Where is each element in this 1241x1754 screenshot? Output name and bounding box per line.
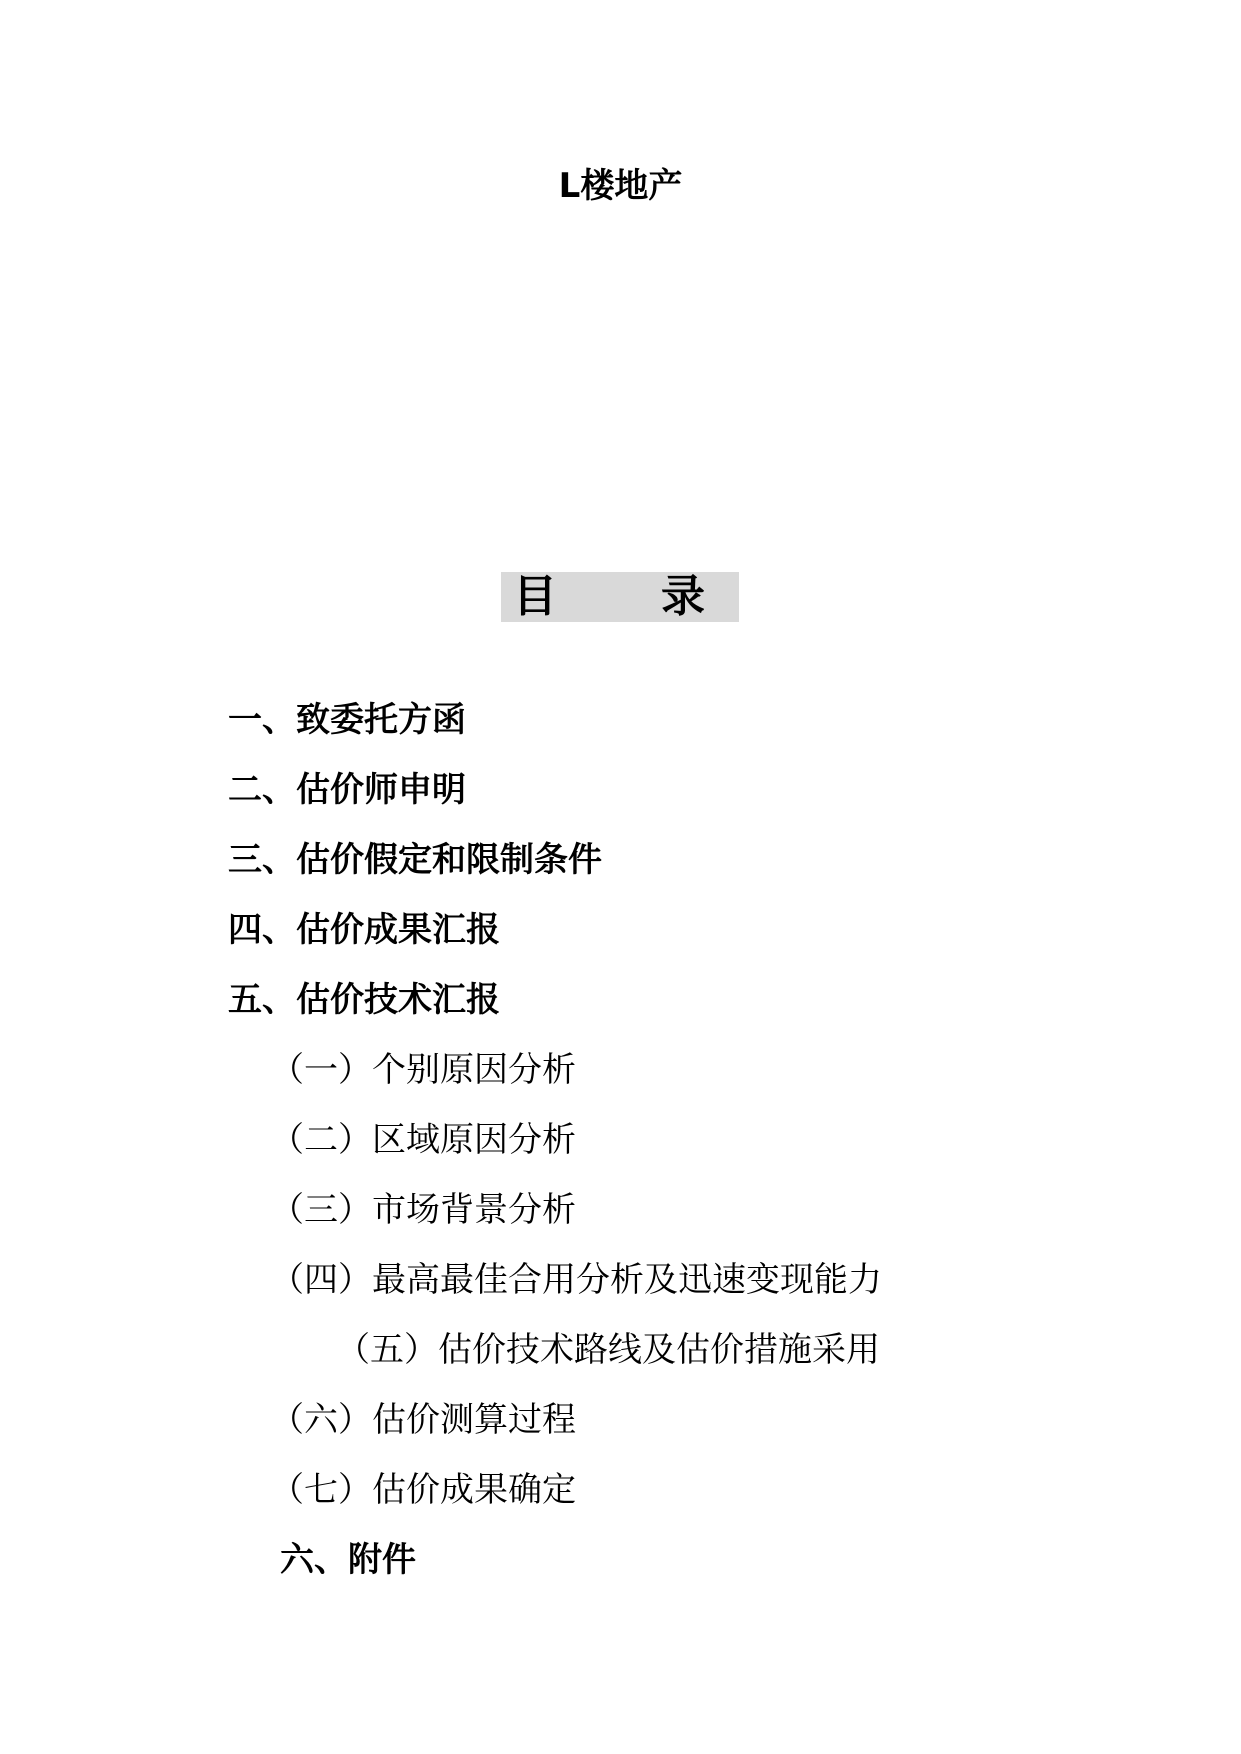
toc-subitem-3[interactable]: （三）市场背景分析 (270, 1190, 576, 1230)
toc-item-1[interactable]: 一、致委托方函 (228, 700, 466, 740)
toc-item-6[interactable]: 六、附件 (280, 1540, 416, 1580)
toc-item-3[interactable]: 三、估价假定和限制条件 (228, 840, 602, 880)
toc-subitem-4[interactable]: （四）最高最佳合用分析及迅速变现能力 (270, 1260, 882, 1300)
document-title: L楼地产 (558, 166, 683, 206)
toc-subitem-1[interactable]: （一）个别原因分析 (270, 1050, 576, 1090)
toc-item-2[interactable]: 二、估价师申明 (228, 770, 466, 810)
toc-subitem-7[interactable]: （七）估价成果确定 (270, 1470, 576, 1510)
toc-subitem-5[interactable]: （五）估价技术路线及估价措施采用 (336, 1330, 880, 1370)
toc-subitem-6[interactable]: （六）估价测算过程 (270, 1400, 576, 1440)
toc-item-4[interactable]: 四、估价成果汇报 (228, 910, 500, 950)
toc-subitem-2[interactable]: （二）区域原因分析 (270, 1120, 576, 1160)
toc-item-5[interactable]: 五、估价技术汇报 (228, 980, 500, 1020)
toc-heading-char-2: 录 (661, 571, 705, 622)
toc-heading-char-1: 目 (513, 571, 557, 622)
